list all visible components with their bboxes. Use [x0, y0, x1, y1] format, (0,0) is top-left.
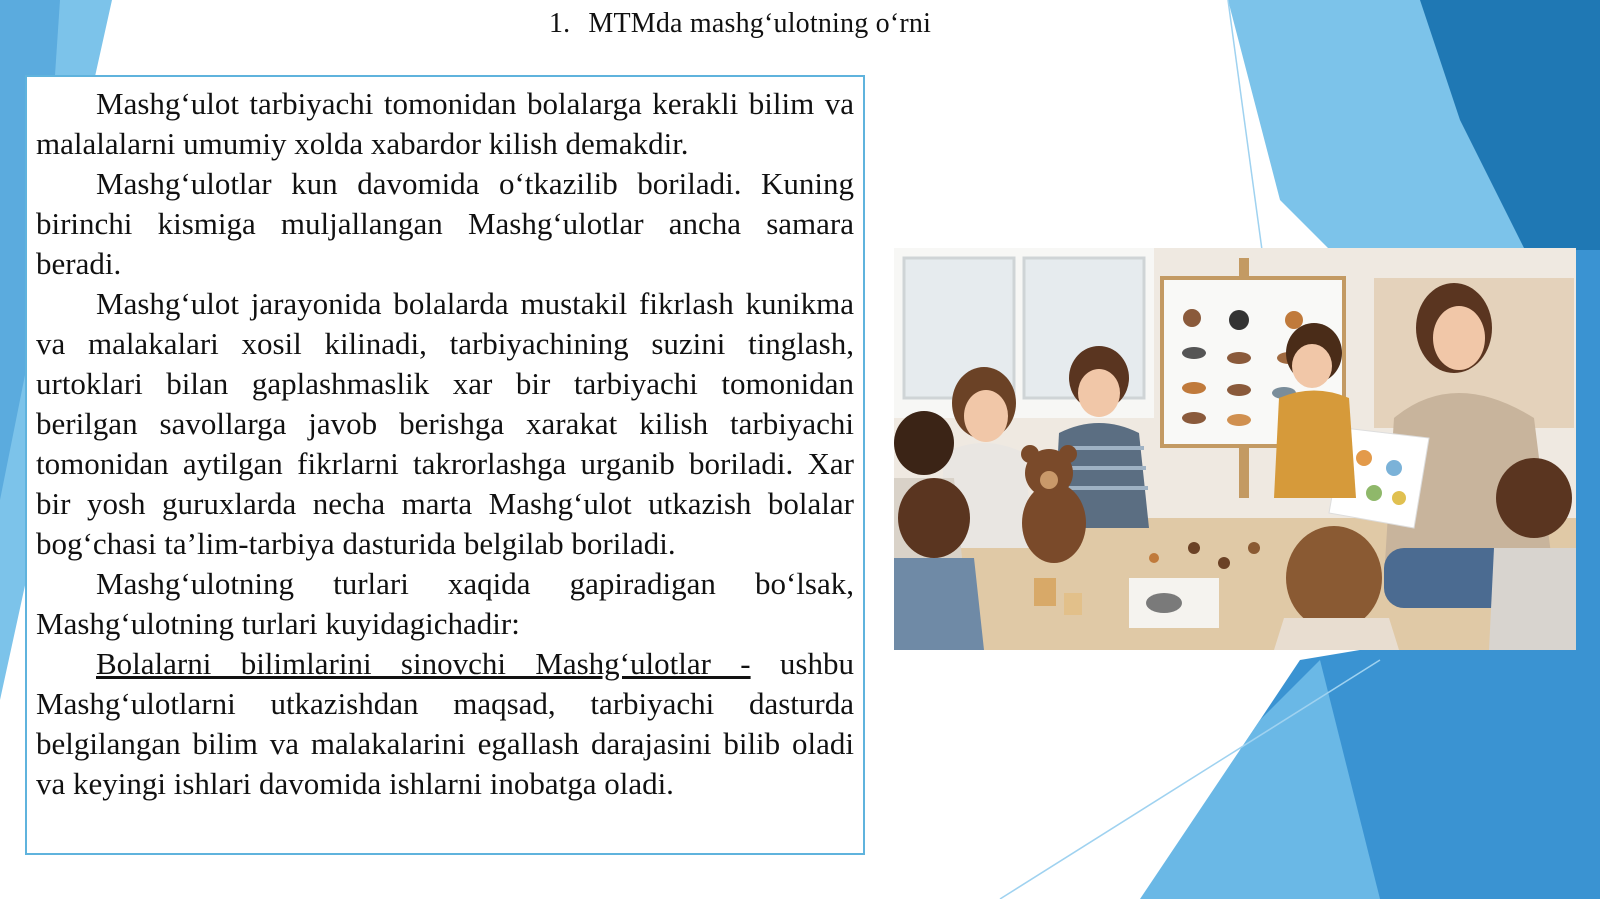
- paragraph-1: Mashg‘ulot tarbiyachi tomonidan bolalarga kerakli bilim va malalalarni umumiy xolda xabardor kilish demakdir.: [36, 86, 854, 161]
- title-number: 1.: [548, 8, 571, 39]
- paragraph-5: [36, 644, 854, 804]
- classroom-photo: [894, 248, 1576, 650]
- paragraph-3: Mashg‘ulot jarayonida bolalarda mustakil fikrlash kunikma va malakalari xosil kilinadi, tarbiyachining suzini tinglash, urtoklari bilan gaplashmaslik xar bir tarbiyachi tomonidan berilgan savollarga javob berishga xarakat kilish tarbiyachi tomonidan aytilgan fikrlarni takrorlashga urganib boriladi. Xar bir yosh guruxlarda necha marta Mashg‘ulot utkazish bolalar bog‘chasi ta’lim-tarbiya dasturida belgilab boriladi.: [36, 286, 854, 561]
- title-text: MTMda mashg‘ulotning o‘rni: [588, 8, 932, 39]
- slide-title: [0, 8, 1480, 40]
- underlined-heading: Bolalarni bilimlarini sinovchi Mashg‘ulotlar -: [96, 646, 751, 681]
- paragraph-2: Mashg‘ulotlar kun davomida o‘tkazilib boriladi. Kuning birinchi kismiga muljallangan Mashg‘ulotlar ancha samara beradi.: [36, 166, 854, 281]
- paragraph-4: Mashg‘ulotning turlari xaqida gapiradigan bo‘lsak, Mashg‘ulotning turlari kuyidagichadir:: [36, 566, 854, 641]
- body-text: [36, 84, 854, 804]
- paragraph-5-text: ushbu Mashg‘ulotlarni utkazishdan maqsad, tarbiyachi dasturda belgilangan bilim va malakalarini egallash darajasini bilib oladi va keyingi ishlari davomida ishlarni inobatga oladi.: [36, 646, 854, 801]
